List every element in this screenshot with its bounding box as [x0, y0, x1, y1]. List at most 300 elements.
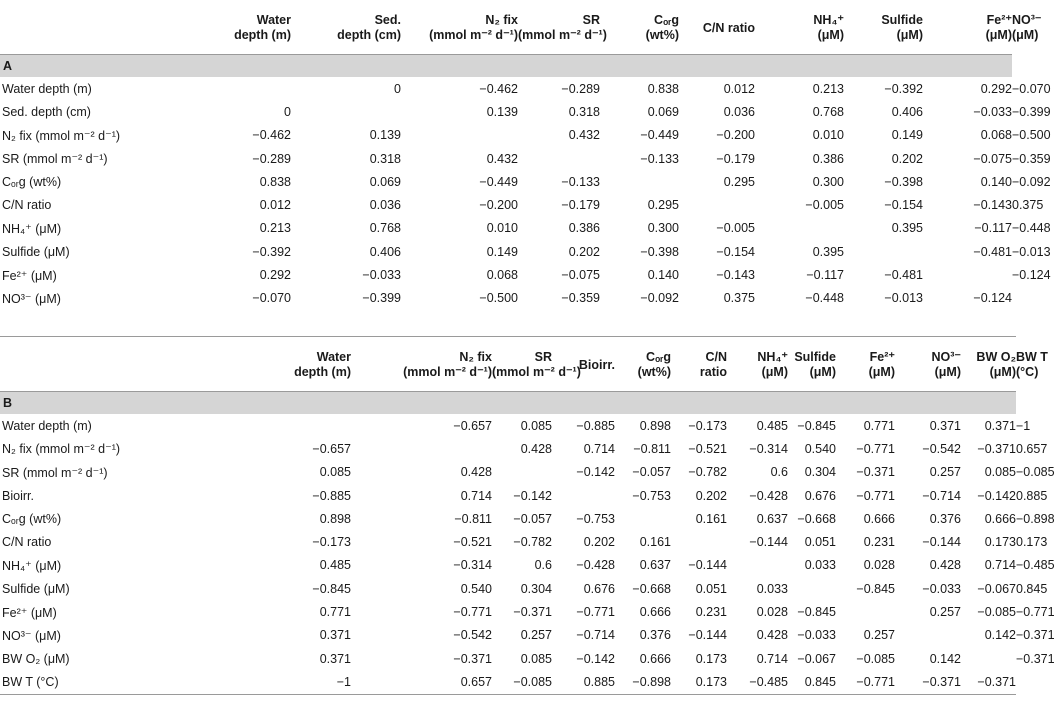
spacer-cell: [148, 240, 203, 263]
table-cell: 0.257: [929, 605, 961, 620]
table-cell: −0.845: [312, 581, 351, 596]
table-cell: −0.314: [749, 441, 788, 456]
row-label: Fe²⁺ (μM): [2, 605, 57, 620]
table-cell: [679, 193, 755, 216]
table-cell: −0.771: [856, 441, 895, 456]
table-cell: −0.898: [615, 670, 671, 694]
table-cell: −0.668: [797, 511, 836, 526]
table-cell: 0.161: [695, 511, 727, 526]
table-cell: 0.768: [369, 221, 401, 236]
spacer-cell: [148, 124, 203, 147]
table-row: [0, 193, 1016, 216]
table-cell: 0.069: [369, 174, 401, 189]
table-cell: 0.428: [756, 628, 788, 643]
row-label: C/N ratio: [2, 198, 52, 213]
table-cell: 0.295: [647, 198, 679, 213]
column-header: BW O₂ (μM): [961, 337, 1016, 392]
table-cell: 0.231: [863, 535, 895, 550]
table-cell: 0.432: [568, 128, 600, 143]
table-cell: −0.428: [749, 488, 788, 503]
column-header: Fe²⁺ (μM): [985, 13, 1012, 42]
table-cell: −0.753: [632, 488, 671, 503]
table-cell: [552, 484, 615, 507]
table-cell: 0.885: [552, 670, 615, 694]
table-cell: 0.202: [568, 244, 600, 259]
table-cell: 0.6: [770, 465, 788, 480]
table-cell: −0.399: [362, 291, 401, 306]
table-cell: 0.428: [460, 465, 492, 480]
section-label-row: [0, 392, 1016, 415]
table-cell: −0.085: [856, 651, 895, 666]
table-cell: 0.012: [259, 198, 291, 213]
table-cell: 0.676: [804, 488, 836, 503]
spacer-cell: [148, 437, 203, 460]
table-cell: [844, 240, 923, 263]
table-cell: −0.289: [252, 151, 291, 166]
table-cell: 0.304: [520, 581, 552, 596]
table-cell: [203, 414, 351, 437]
table-cell: −0.668: [632, 581, 671, 596]
header-corner: [0, 337, 203, 392]
spacer-cell: [148, 147, 203, 170]
table-cell: −0.398: [884, 174, 923, 189]
table-row: [0, 287, 1016, 310]
column-header: Water depth (m): [203, 337, 351, 392]
table-cell: −0.462: [252, 128, 291, 143]
table-cell: −0.753: [576, 511, 615, 526]
table-cell: −0.154: [884, 198, 923, 213]
table-cell: −0.782: [513, 535, 552, 550]
table-cell: −0.005: [805, 198, 844, 213]
table-cell: −0.144: [688, 628, 727, 643]
table-cell: −0.133: [561, 174, 600, 189]
spacer-cell: [148, 554, 203, 577]
table-cell: 0.376: [929, 511, 961, 526]
table-cell: −0.144: [749, 535, 788, 550]
spacer-cell: [148, 77, 203, 100]
table-cell: 0.386: [812, 151, 844, 166]
table-cell: −0.811: [454, 511, 492, 526]
column-header: NO³⁻ (μM): [1012, 13, 1042, 43]
table-cell: 0.395: [812, 244, 844, 259]
table-cell: 0.202: [891, 151, 923, 166]
table-cell: −0.033: [797, 628, 836, 643]
spacer-cell: [148, 263, 203, 286]
table-cell: 0.028: [756, 605, 788, 620]
table-cell: 0.714: [583, 441, 615, 456]
table-cell: 0.068: [980, 128, 1012, 143]
table-cell: −0.448: [805, 291, 844, 306]
spacer-cell: [148, 577, 203, 600]
table-cell: 0.432: [486, 151, 518, 166]
table-cell: −0.771: [856, 488, 895, 503]
column-header: Fe²⁺ (μM): [836, 337, 895, 392]
table-cell: −0.399: [1012, 104, 1051, 119]
table-cell: −0.845: [797, 418, 836, 433]
row-label: Fe²⁺ (μM): [2, 268, 57, 283]
table-cell: −0.481: [884, 268, 923, 283]
table-cell: 0.376: [639, 628, 671, 643]
table-cell: −0.033: [973, 104, 1012, 119]
spacer-cell: [148, 530, 203, 553]
table-cell: 0.657: [351, 670, 492, 694]
spacer-cell: [148, 170, 203, 193]
table-cell: −0.005: [716, 221, 755, 236]
table-cell: −0.142: [576, 465, 615, 480]
column-header: Sed. depth (cm): [337, 13, 401, 42]
column-header: Sulfide (μM): [788, 337, 836, 392]
table-cell: 0.714: [984, 558, 1016, 573]
table-cell: −0.154: [716, 244, 755, 259]
table-cell: 0.666: [639, 605, 671, 620]
section-label-row: [0, 55, 1016, 78]
table-row: [0, 124, 1016, 147]
table-cell: 0.371: [984, 418, 1016, 433]
table-cell: 0.428: [929, 558, 961, 573]
table-cell: −0.371: [513, 605, 552, 620]
row-label: Bioirr.: [2, 488, 34, 503]
spacer-cell: [148, 600, 203, 623]
table-cell: −0.067: [797, 651, 836, 666]
table-cell: 0.300: [647, 221, 679, 236]
table-cell: −0.117: [806, 268, 844, 283]
table-cell: −0.124: [1012, 268, 1051, 283]
table-cell: −0.075: [973, 151, 1012, 166]
table-cell: [518, 147, 600, 170]
table-cell: −0.845: [797, 605, 836, 620]
table-cell: 0.085: [319, 465, 351, 480]
table-cell: −0.117: [974, 221, 1012, 236]
table-cell: 0.202: [695, 488, 727, 503]
table-row: C/N ratio −0.173 −0.521 −0.782 0.202 0.161 −0.144 0.051 0.231 −0.144 0.173 0.173: [0, 530, 1016, 553]
row-label: NO³⁻ (μM): [2, 628, 61, 643]
table-cell: −0.542: [453, 628, 492, 643]
table-cell: 0.033: [804, 558, 836, 573]
table-cell: −0.133: [640, 151, 679, 166]
spacer-cell: [148, 217, 203, 240]
table-cell: 0.428: [520, 441, 552, 456]
row-label: NH₄⁺ (μM): [2, 558, 62, 573]
row-label: Water depth (m): [2, 81, 92, 96]
row-label: NO³⁻ (μM): [2, 291, 61, 306]
table-cell: 0.714: [460, 488, 492, 503]
table-row: Fe²⁺ (μM) 0.771 −0.771 −0.371 −0.771 0.666 0.231 0.028 −0.845 0.257 −0.085 −0.771: [0, 600, 1016, 623]
table-cell: 0.898: [639, 418, 671, 433]
row-label: Sulfide (μM): [2, 244, 70, 259]
table-cell: 0.637: [756, 511, 788, 526]
table-row: [0, 147, 1016, 170]
table-cell: 0.304: [804, 465, 836, 480]
spacer-cell: [148, 414, 203, 437]
table-cell: −0.033: [362, 268, 401, 283]
table-cell: 0.666: [984, 511, 1016, 526]
table-cell: −0.500: [1012, 128, 1051, 143]
table-cell: −0.485: [727, 670, 788, 694]
table-cell: 0.036: [723, 104, 755, 119]
table-row: [0, 170, 1016, 193]
table-row: Bioirr. −0.885 0.714 −0.142 −0.753 0.202 −0.428 0.676 −0.771 −0.714 −0.142 0.885: [0, 484, 1016, 507]
table-cell: −0.542: [922, 441, 961, 456]
table-cell: −0.371: [895, 670, 961, 694]
table-row: [0, 240, 1016, 263]
table-cell: −0.092: [1012, 174, 1051, 189]
column-header: Sulfide (μM): [881, 13, 923, 42]
table-row: [0, 77, 1016, 100]
table-cell: [755, 217, 844, 240]
spacer-cell: [148, 287, 203, 310]
table-cell: −0.144: [688, 558, 727, 573]
table-cell: 0.406: [369, 244, 401, 259]
table-cell: 0.051: [695, 581, 727, 596]
column-header: NH₄⁺ (μM): [813, 13, 844, 42]
table-cell: −0.449: [479, 174, 518, 189]
column-header: Cₒᵣg (wt%): [615, 337, 671, 392]
table-cell: 0.666: [639, 651, 671, 666]
table-cell: [836, 600, 895, 623]
spacer-cell: [148, 507, 203, 530]
table-cell: 0.292: [259, 268, 291, 283]
table-cell: 0.637: [639, 558, 671, 573]
table-cell: −0.179: [716, 151, 755, 166]
table-cell: [291, 100, 401, 123]
table-cell: −0.070: [1012, 81, 1051, 96]
table-cell: −0.371: [856, 465, 895, 480]
column-header: N₂ fix (mmol m⁻² d⁻¹): [429, 13, 518, 42]
table-cell: −0.013: [1012, 244, 1051, 259]
table-cell: −0.033: [922, 581, 961, 596]
row-label: NH₄⁺ (μM): [2, 221, 62, 236]
table-cell: 0.898: [319, 511, 351, 526]
column-header: SR (mmol m⁻² d⁻¹): [518, 13, 607, 42]
column-header: C/N ratio: [702, 20, 755, 35]
table-cell: [727, 554, 788, 577]
table-cell: 0.771: [863, 418, 895, 433]
table-cell: [600, 170, 679, 193]
table-cell: 0.139: [486, 104, 518, 119]
table-cell: 0.838: [259, 174, 291, 189]
table-cell: 0.149: [891, 128, 923, 143]
table-cell: −0.085: [977, 605, 1016, 620]
column-header: Bioirr.: [552, 337, 615, 392]
table-cell: 0.231: [695, 605, 727, 620]
table-cell: 0.257: [863, 628, 895, 643]
spacer-cell: [148, 461, 203, 484]
section-label-b: B: [0, 392, 1016, 415]
table-cell: 0.371: [929, 418, 961, 433]
correlation-table-a: [0, 0, 1051, 310]
table-cell: 0.318: [369, 151, 401, 166]
table-cell: 0.6: [534, 558, 552, 573]
table-row: Cₒᵣg (wt%) 0.898 −0.811 −0.057 −0.753 0.161 0.637 −0.668 0.666 0.376 0.666 −0.898: [0, 507, 1016, 530]
table-cell: [1012, 287, 1016, 310]
spacer-cell: [148, 100, 203, 123]
table-cell: [492, 461, 552, 484]
table-cell: −0.521: [688, 441, 727, 456]
table-cell: 0.140: [647, 268, 679, 283]
table-row: N₂ fix (mmol m⁻² d⁻¹) −0.657 0.428 0.714 −0.811 −0.521 −0.314 0.540 −0.771 −0.542 −0.371 0.657: [0, 437, 1016, 460]
table-row: [0, 263, 1016, 286]
table-cell: −0.085: [492, 670, 552, 694]
row-label: C/N ratio: [2, 535, 52, 550]
table-cell: 0.139: [369, 128, 401, 143]
row-label: Water depth (m): [2, 418, 92, 433]
row-label: Sulfide (μM): [2, 581, 70, 596]
table-cell: 0.375: [1012, 198, 1044, 213]
table-cell: 0.375: [723, 291, 755, 306]
table-cell: −0.124: [973, 291, 1012, 306]
table-cell: [961, 647, 1016, 670]
table-cell: 0.318: [568, 104, 600, 119]
table-cell: 0.257: [520, 628, 552, 643]
table-cell: −0.657: [312, 441, 351, 456]
spacer-cell: [148, 193, 203, 216]
table-cell: −0.142: [513, 488, 552, 503]
row-label: N₂ fix (mmol m⁻² d⁻¹): [2, 442, 121, 457]
table-cell: [615, 507, 671, 530]
column-header: NH₄⁺ (μM): [727, 337, 788, 392]
table-cell: 0.714: [756, 651, 788, 666]
table-cell: 0.845: [788, 670, 836, 694]
table-cell: −0.885: [312, 488, 351, 503]
table-cell: −0.200: [716, 128, 755, 143]
table-cell: 0.085: [984, 465, 1016, 480]
row-label: N₂ fix (mmol m⁻² d⁻¹): [2, 128, 121, 143]
table-cell: 0.292: [980, 81, 1012, 96]
table-cell: 0.173: [984, 535, 1016, 550]
table-cell: −0.092: [640, 291, 679, 306]
table-cell: −0.289: [561, 81, 600, 96]
table-cell: −0.811: [633, 441, 671, 456]
correlation-table-b: [0, 336, 1055, 695]
table-cell: −0.428: [576, 558, 615, 573]
table-cell: −0.142: [977, 488, 1016, 503]
table-row: [0, 217, 1016, 240]
column-header: C/N ratio: [671, 337, 727, 392]
table-cell: 0.676: [583, 581, 615, 596]
table-cell: −0.359: [561, 291, 600, 306]
table-cell: 0: [284, 104, 291, 119]
table-cell: 0.028: [863, 558, 895, 573]
table-cell: 0.085: [520, 651, 552, 666]
table-cell: 0.085: [520, 418, 552, 433]
table-cell: −0.143: [973, 198, 1012, 213]
table-cell: 0.540: [460, 581, 492, 596]
table-cell: 0.142: [929, 651, 961, 666]
table-row: [0, 100, 1016, 123]
row-label: SR (mmol m⁻² d⁻¹): [2, 465, 108, 480]
table-cell: −0.173: [688, 418, 727, 433]
table-cell: −0.013: [884, 291, 923, 306]
table-cell: [895, 624, 961, 647]
table-cell: 0.485: [756, 418, 788, 433]
table-cell: 0.386: [568, 221, 600, 236]
table-cell: [401, 124, 518, 147]
table-cell: −0.481: [973, 244, 1012, 259]
row-label: Sed. depth (cm): [2, 104, 91, 119]
column-header: N₂ fix (mmol m⁻² d⁻¹): [351, 337, 492, 392]
table-cell: −0.885: [576, 418, 615, 433]
table-row: BW O₂ (μM) 0.371 −0.371 0.085 −0.142 0.666 0.173 0.714 −0.067 −0.085 0.142 −0.371: [0, 647, 1016, 670]
table-row: Water depth (m) −0.657 0.085 −0.885 0.898 −0.173 0.485 −0.845 0.771 0.371 0.371 −1: [0, 414, 1016, 437]
table-cell: 0.406: [891, 104, 923, 119]
table-b-header-row: Water depth (m) N₂ fix (mmol m⁻² d⁻¹) SR (mmol m⁻² d⁻¹) Bioirr. Cₒᵣg (wt%) C/N ratio NH₄⁺ (μM) Sulfide (μM) Fe²⁺ (μM) NO³⁻ (μM) BW O₂ (μM) BW T (°C): [0, 337, 1016, 392]
table-cell: 0.202: [583, 535, 615, 550]
table-cell: [923, 263, 1012, 286]
table-cell: 0.213: [259, 221, 291, 236]
table-cell: −0.657: [453, 418, 492, 433]
spacer-cell: [148, 647, 203, 670]
table-cell: 0.540: [804, 441, 836, 456]
row-label: BW O₂ (μM): [2, 651, 70, 666]
spacer-cell: [148, 624, 203, 647]
table-cell: −0.771: [453, 605, 492, 620]
table-cell: −0.462: [479, 81, 518, 96]
row-label: SR (mmol m⁻² d⁻¹): [2, 152, 108, 167]
table-row: NH₄⁺ (μM) 0.485 −0.314 0.6 −0.428 0.637 −0.144 0.033 0.028 0.428 0.714 −0.485: [0, 554, 1016, 577]
table-cell: −0.142: [576, 651, 615, 666]
table-cell: −0.070: [252, 291, 291, 306]
table-row: NO³⁻ (μM) 0.371 −0.542 0.257 −0.714 0.376 −0.144 0.428 −0.033 0.257 0.142 −0.371: [0, 624, 1016, 647]
table-cell: 0.257: [929, 465, 961, 480]
table-cell: 0.300: [812, 174, 844, 189]
table-cell: −0.359: [1012, 151, 1051, 166]
table-cell: −0.771: [576, 605, 615, 620]
table-cell: −0.200: [479, 198, 518, 213]
table-cell: −0.714: [576, 628, 615, 643]
table-row: [0, 670, 1016, 694]
table-cell: −0.845: [856, 581, 895, 596]
table-cell: −1: [203, 670, 351, 694]
table-cell: −0.143: [716, 268, 755, 283]
table-cell: 0.142: [984, 628, 1016, 643]
table-cell: 0.838: [647, 81, 679, 96]
spacer-cell: [148, 670, 203, 694]
table-cell: 0.010: [812, 128, 844, 143]
table-cell: −0.521: [453, 535, 492, 550]
table-cell: −0.500: [479, 291, 518, 306]
spacer-cell: [148, 484, 203, 507]
table-cell: 0.666: [863, 511, 895, 526]
column-header: SR (mmol m⁻² d⁻¹): [492, 337, 552, 392]
table-cell: −0.392: [252, 244, 291, 259]
table-cell: −0.314: [453, 558, 492, 573]
table-cell: 0.173: [695, 651, 727, 666]
table-cell: [351, 437, 492, 460]
table-cell: 0.371: [319, 651, 351, 666]
table-cell: −0.371: [977, 441, 1016, 456]
table-cell: 0.485: [319, 558, 351, 573]
table-cell: [203, 77, 291, 100]
table-a-header-row: [0, 0, 1016, 55]
table-cell: 0.069: [647, 104, 679, 119]
row-label: BW T (°C): [0, 670, 148, 694]
table-cell: 0.768: [812, 104, 844, 119]
table-cell: 0: [394, 81, 401, 96]
header-corner: [0, 0, 203, 55]
table-cell: 0.068: [486, 268, 518, 283]
table-cell: −0.398: [640, 244, 679, 259]
section-label-a: A: [0, 55, 1012, 78]
table-cell: 0.395: [891, 221, 923, 236]
table-cell: −0.371: [961, 670, 1016, 694]
table-cell: 0.161: [639, 535, 671, 550]
table-cell: 0.140: [980, 174, 1012, 189]
column-header: Cₒᵣg (wt%): [645, 13, 679, 42]
table-cell: 0.051: [804, 535, 836, 550]
table-cell: −0.067: [977, 581, 1016, 596]
table-cell: 0.149: [486, 244, 518, 259]
table-cell: −0.173: [312, 535, 351, 550]
